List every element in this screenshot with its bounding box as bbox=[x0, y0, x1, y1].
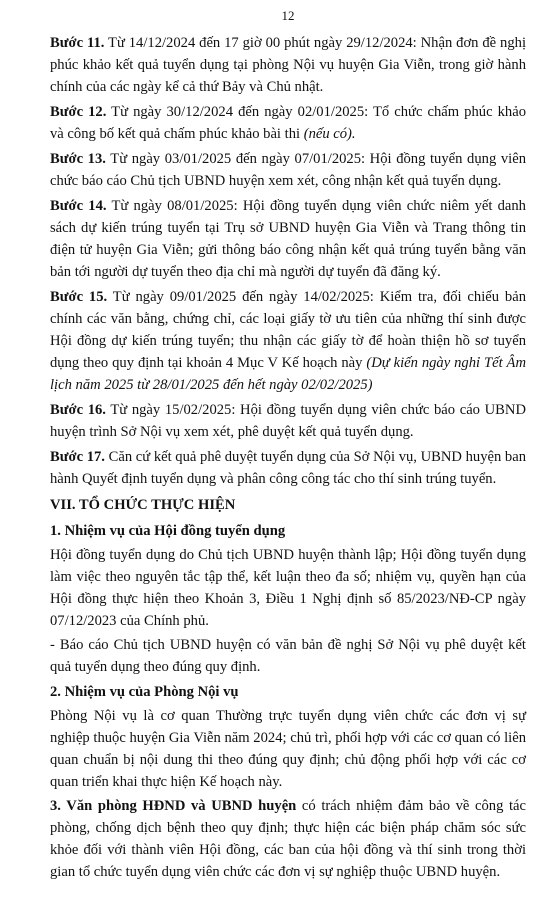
step-label: Bước 17. bbox=[50, 449, 105, 465]
step-16 bbox=[50, 399, 526, 443]
subsection-3-text: có trách nhiệm đảm bảo về công tác phòng, chống dịch bệnh theo quy định; thực hiện các biện pháp chăm sóc sức khỏe đối với thành viên Hội đồng, các ban của hội đồng và thí sinh trong thời gian tổ chức tuyển dụng viên chức các đơn vị sự nghiệp thuộc UBND huyện. bbox=[50, 798, 526, 880]
step-label: Bước 13. bbox=[50, 151, 106, 167]
step-label: Bước 16. bbox=[50, 402, 106, 418]
step-17 bbox=[50, 446, 526, 490]
subsection-1-paragraph-2: - Báo cáo Chủ tịch UBND huyện có văn bản đề nghị Sở Nội vụ phê duyệt kết quả tuyển dụng theo đúng quy định. bbox=[50, 637, 526, 675]
page-number: 12 bbox=[281, 8, 295, 23]
step-text: Từ ngày 08/01/2025: Hội đồng tuyển dụng viên chức niêm yết danh sách dự kiến trúng tuyển tại Trụ sở UBND huyện Gia Viễn và Trang thông tin điện tử huyện Gia Viễn; gửi thông báo công nhận kết quả trúng tuyển bằng văn bản tới người dự tuyển theo địa chỉ mà người dự tuyển đã đăng ký. bbox=[50, 198, 526, 280]
subsection-2-title: 2. Nhiệm vụ của Phòng Nội vụ bbox=[50, 684, 239, 700]
step-15 bbox=[50, 286, 526, 396]
step-label: Bước 14. bbox=[50, 198, 107, 214]
step-text: Từ 14/12/2024 đến 17 giờ 00 phút ngày 29/12/2024: Nhận đơn đề nghị phúc khảo kết quả tuyển dụng tại phòng Nội vụ huyện Gia Viễn, trong giờ hành chính của các ngày kể cả thứ Bảy và Chủ nhật. bbox=[50, 35, 526, 95]
step-11 bbox=[50, 32, 526, 98]
step-14 bbox=[50, 195, 526, 283]
step-label: Bước 12. bbox=[50, 104, 107, 120]
step-note: (Dự kiến ngày nghỉ Tết Âm lịch năm 2025 từ 28/01/2025 đến hết ngày 02/02/2025) bbox=[50, 355, 526, 393]
step-text: Từ ngày 15/02/2025: Hội đồng tuyển dụng viên chức báo cáo UBND huyện trình Sở Nội vụ xem xét, phê duyệt kết quả tuyển dụng. bbox=[50, 402, 526, 440]
step-label: Bước 11. bbox=[50, 35, 105, 51]
step-12 bbox=[50, 101, 526, 145]
subsection-2-paragraph-1: Phòng Nội vụ là cơ quan Thường trực tuyển dụng viên chức các đơn vị sự nghiệp thuộc huyện Gia Viễn năm 2024; chủ trì, phối hợp với các cơ quan có liên quan chuẩn bị nội dung thi theo đúng quy định; chủ động phối hợp với các cơ quan triển khai thực hiện Kế hoạch này. bbox=[50, 708, 526, 790]
step-text: Từ ngày 03/01/2025 đến ngày 07/01/2025: Hội đồng tuyển dụng viên chức báo cáo Chủ tịch UBND huyện xem xét, công nhận kết quả tuyển dụng. bbox=[50, 151, 526, 189]
subsection-3-paragraph bbox=[50, 795, 526, 883]
step-13 bbox=[50, 148, 526, 192]
subsection-3-lead: 3. Văn phòng HĐND và UBND huyện bbox=[50, 798, 297, 814]
steps-list bbox=[50, 32, 526, 490]
subsection-1-title: 1. Nhiệm vụ của Hội đồng tuyển dụng bbox=[50, 523, 286, 539]
step-text: Từ ngày 09/01/2025 đến ngày 14/02/2025: Kiểm tra, đối chiếu bản chính các văn bằng, chứng chỉ, các loại giấy tờ ưu tiên của những thí sinh được Hội đồng dự kiến trúng tuyển; thu nhận các giấy tờ để hoàn thiện hồ sơ tuyển dụng theo quy định tại khoản 4 Mục V Kế hoạch này bbox=[50, 289, 526, 371]
step-text: Căn cứ kết quả phê duyệt tuyển dụng của Sở Nội vụ, UBND huyện ban hành Quyết định tuyển dụng và phân công công tác cho thí sinh trúng tuyển. bbox=[50, 449, 526, 487]
section-title: VII. TỔ CHỨC THỰC HIỆN bbox=[50, 497, 236, 513]
step-label: Bước 15. bbox=[50, 289, 108, 305]
subsection-1-paragraph-1: Hội đồng tuyển dụng do Chủ tịch UBND huyện thành lập; Hội đồng tuyển dụng làm việc theo nguyên tắc tập thể, kết luận theo đa số; nhiệm vụ, quyền hạn của Hội đồng thực hiện theo Khoản 3, Điều 1 Nghị định số 85/2023/NĐ-CP ngày 07/12/2023 của Chính phủ. bbox=[50, 547, 526, 629]
step-note: (nếu có). bbox=[303, 126, 356, 142]
step-text: Từ ngày 30/12/2024 đến ngày 02/01/2025: Tổ chức chấm phúc khảo và công bố kết quả chấm phúc khảo bài thi bbox=[50, 104, 526, 142]
